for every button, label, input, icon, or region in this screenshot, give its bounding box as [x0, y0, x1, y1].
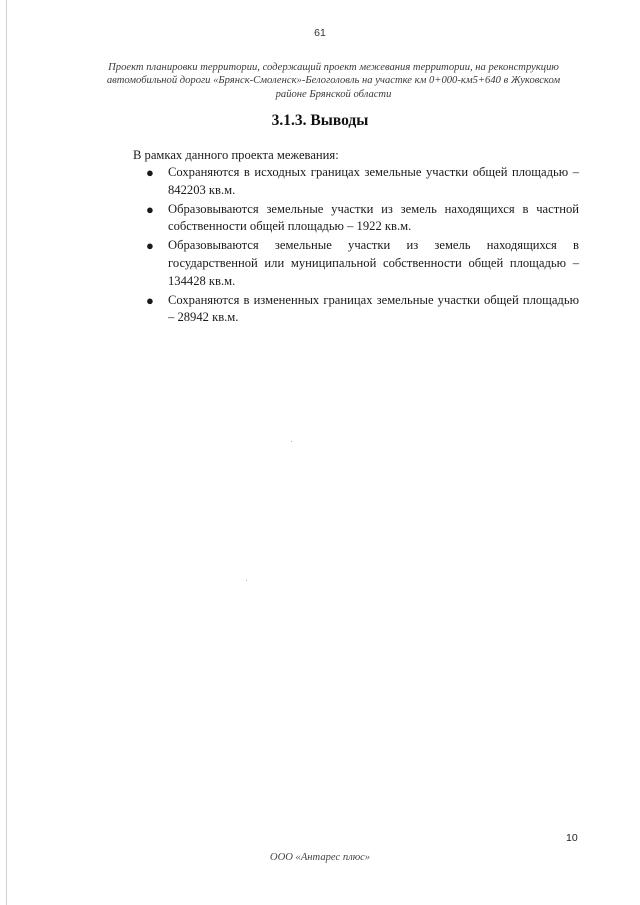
company-footer: ООО «Антарес плюс» [269, 852, 371, 863]
section-title: 3.1.3. Выводы [271, 112, 369, 129]
scan-speck [291, 441, 292, 442]
list-item-text: Сохраняются в исходных границах земельные участки общей площадью – 842203 кв.м. [168, 165, 579, 197]
bullet-icon: ● [146, 165, 154, 180]
document-header: Проект планировки территории, содержащий проект межевания территории, на реконструкцию автомобильной дороги «Брянск-Смоленск»-Белоголовль на участке км 0+000-км5+640 в Жуковском районе Брянской области [106, 62, 561, 100]
scan-speck [246, 580, 247, 581]
list-item [143, 292, 579, 328]
bullet-icon: ● [146, 292, 154, 308]
bullet-icon: ● [146, 201, 154, 217]
page-number-bottom: 10 [566, 832, 578, 844]
section-intro: В рамках данного проекта межевания: [133, 148, 339, 162]
list-item-text: Образовываются земельные участки из земель находящихся в государственной или муниципальной собственности общей площадью – 134428 кв.м. [168, 238, 579, 288]
list-item [143, 164, 579, 200]
list-item-text: Образовываются земельные участки из земель находящихся в частной собственности общей площадью – 1922 кв.м. [168, 201, 579, 234]
list-item-text: Сохраняются в измененных границах земельные участки общей площадью – 28942 кв.м. [168, 292, 579, 325]
list-item [143, 201, 579, 237]
list-item [143, 237, 579, 290]
bullet-icon: ● [146, 238, 154, 254]
page-number-top: 61 [314, 27, 326, 39]
page-edge [6, 0, 7, 905]
conclusions-list [143, 164, 579, 328]
